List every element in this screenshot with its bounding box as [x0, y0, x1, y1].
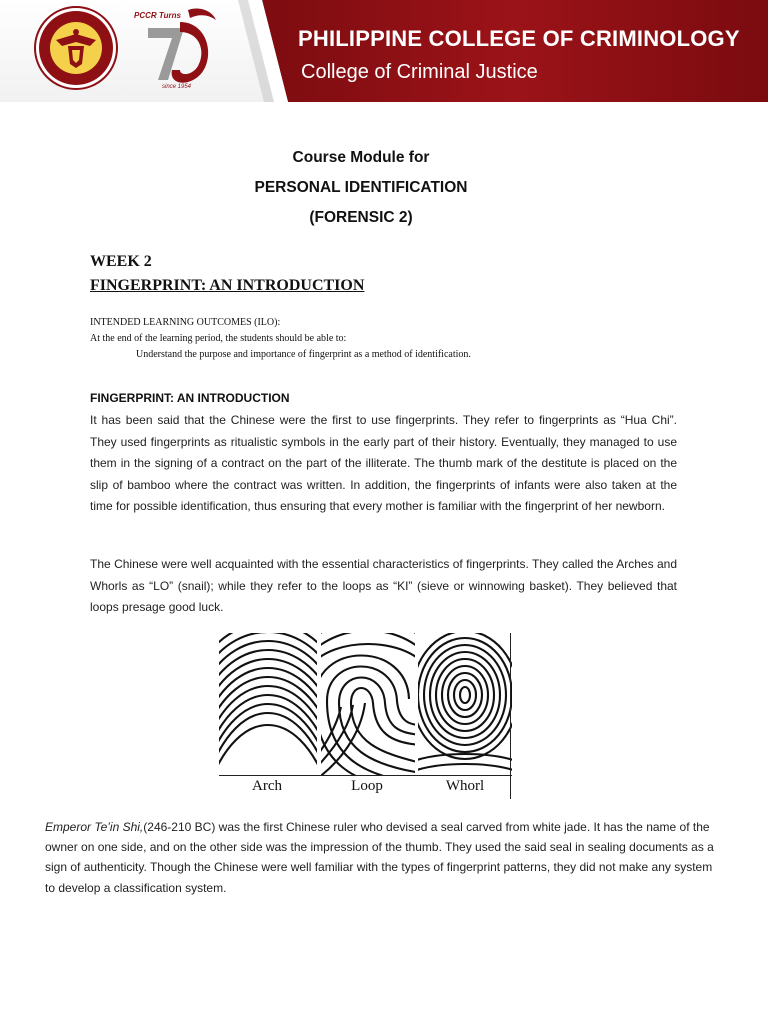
ilo-heading: INTENDED LEARNING OUTCOMES (ILO): [90, 317, 281, 328]
emperor-text: (246-210 BC) was the first Chinese ruler who devised a seal carved from white jade. It has the name of the owner on one side, and on the other side was the impression of the thumb. They used the said seal in sealing documents as a sign of authenticity. Though the Chinese were well familiar with the types of fingerprint patterns, they did not make any system to develop a classification system. [45, 820, 714, 895]
emperor-paragraph [45, 817, 717, 898]
badge-text: PCCR Turns [134, 11, 181, 20]
ilo-item: Understand the purpose and importance of fingerprint as a method of identification. [136, 349, 471, 360]
figure-baseline [219, 775, 512, 776]
header-banner [0, 0, 768, 102]
arch-fingerprint-image [219, 633, 317, 775]
module-line-2: PERSONAL IDENTIFICATION [254, 179, 468, 196]
week-title: FINGERPRINT: AN INTRODUCTION [90, 277, 365, 294]
loop-fingerprint-image [321, 633, 415, 775]
college-name: PHILIPPINE COLLEGE OF CRIMINOLOGY [298, 26, 740, 51]
pccr-70-anniversary-logo [128, 4, 220, 92]
badge-since: since 1954 [162, 84, 192, 90]
college-seal-logo [34, 6, 118, 90]
ilo-intro: At the end of the learning period, the students should be able to: [90, 333, 347, 344]
figure-right-border [510, 633, 511, 799]
section-heading: FINGERPRINT: AN INTRODUCTION [90, 391, 290, 405]
caption-whorl: Whorl [445, 778, 485, 794]
module-line-1: Course Module for [292, 149, 430, 166]
week-label: WEEK 2 [90, 253, 152, 270]
whorl-fingerprint-image [418, 633, 512, 775]
paragraph-1: It has been said that the Chinese were the first to use fingerprints. They refer to fingerprints as “Hua Chi”. They used fingerprints as ritualistic symbols in the early part of their history. Eventually, they managed to use them in the signing of a contract on the part of the illiterate. The thumb mark of the destitute is placed on the slip of bamboo where the contract was written. In addition, the fingerprints of infants were also taken at the time for possible identification, thus ensuring that every mother is familiar with the fingerprint of her newborn. [90, 413, 677, 513]
department-name: College of Criminal Justice [301, 61, 538, 83]
module-line-3: (FORENSIC 2) [309, 209, 413, 226]
caption-loop: Loop [351, 778, 383, 794]
fingerprint-figure [219, 633, 512, 799]
paragraph-2: The Chinese were well acquainted with the essential characteristics of fingerprints. They called the Arches and Whorls as “LO” (snail); while they refer to the loops as “KI” (sieve or winnowing basket). They believed that loops presage good luck. [90, 557, 677, 614]
emperor-name: Emperor Te’in Shi, [45, 820, 144, 834]
caption-arch: Arch [252, 778, 282, 794]
